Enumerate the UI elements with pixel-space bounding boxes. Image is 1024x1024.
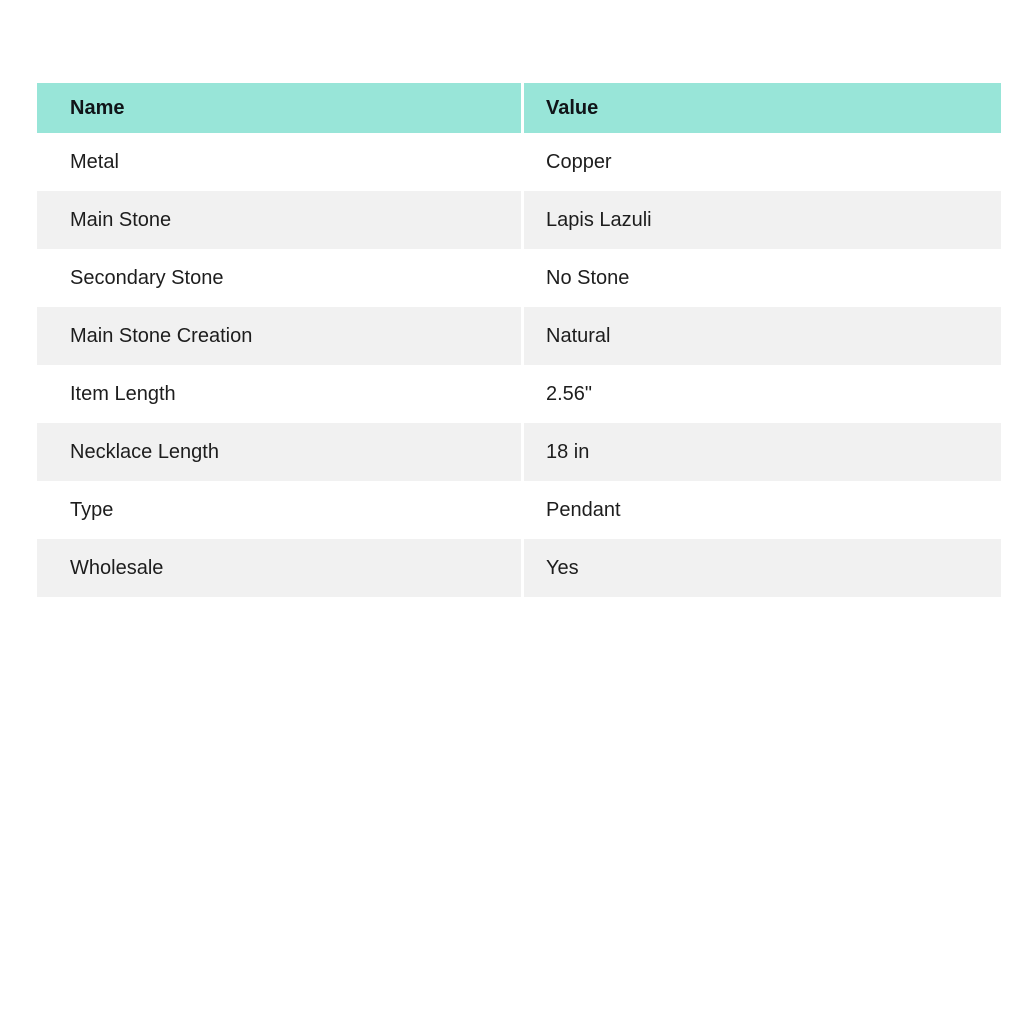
attribute-value: Pendant	[546, 498, 621, 521]
attribute-name: Main Stone Creation	[70, 324, 253, 347]
attribute-name: Main Stone	[70, 208, 172, 231]
attribute-value: 18 in	[546, 440, 590, 463]
header-value-label: Value	[546, 96, 599, 119]
cell-value	[524, 249, 1001, 307]
cell-name	[37, 307, 521, 365]
header-cell-value	[524, 83, 1001, 133]
table-row	[37, 249, 1001, 307]
cell-value	[524, 423, 1001, 481]
attribute-name: Item Length	[70, 382, 176, 405]
table-row	[37, 539, 1001, 597]
attribute-value: Lapis Lazuli	[546, 208, 652, 231]
cell-name	[37, 191, 521, 249]
cell-value	[524, 365, 1001, 423]
table-row	[37, 191, 1001, 249]
attribute-name: Wholesale	[70, 556, 164, 579]
cell-name	[37, 539, 521, 597]
cell-value	[524, 481, 1001, 539]
attribute-name: Necklace Length	[70, 440, 219, 463]
cell-name	[37, 481, 521, 539]
cell-name	[37, 249, 521, 307]
item-specifics-table	[37, 83, 1001, 597]
attribute-value: No Stone	[546, 266, 630, 289]
attribute-name: Secondary Stone	[70, 266, 224, 289]
cell-value	[524, 133, 1001, 191]
table-row	[37, 481, 1001, 539]
attribute-value: Yes	[546, 556, 579, 579]
attribute-name: Metal	[70, 150, 119, 173]
attribute-value: Copper	[546, 150, 612, 173]
table-row	[37, 307, 1001, 365]
table-row	[37, 423, 1001, 481]
header-name-label: Name	[70, 96, 125, 119]
attribute-name: Type	[70, 498, 114, 521]
cell-value	[524, 539, 1001, 597]
attribute-value: 2.56"	[546, 382, 593, 405]
header-cell-name	[37, 83, 521, 133]
cell-value	[524, 191, 1001, 249]
table-row	[37, 133, 1001, 191]
table-header-row	[37, 83, 1001, 133]
table-row	[37, 365, 1001, 423]
cell-name	[37, 133, 521, 191]
cell-name	[37, 365, 521, 423]
attribute-value: Natural	[546, 324, 611, 347]
cell-value	[524, 307, 1001, 365]
cell-name	[37, 423, 521, 481]
